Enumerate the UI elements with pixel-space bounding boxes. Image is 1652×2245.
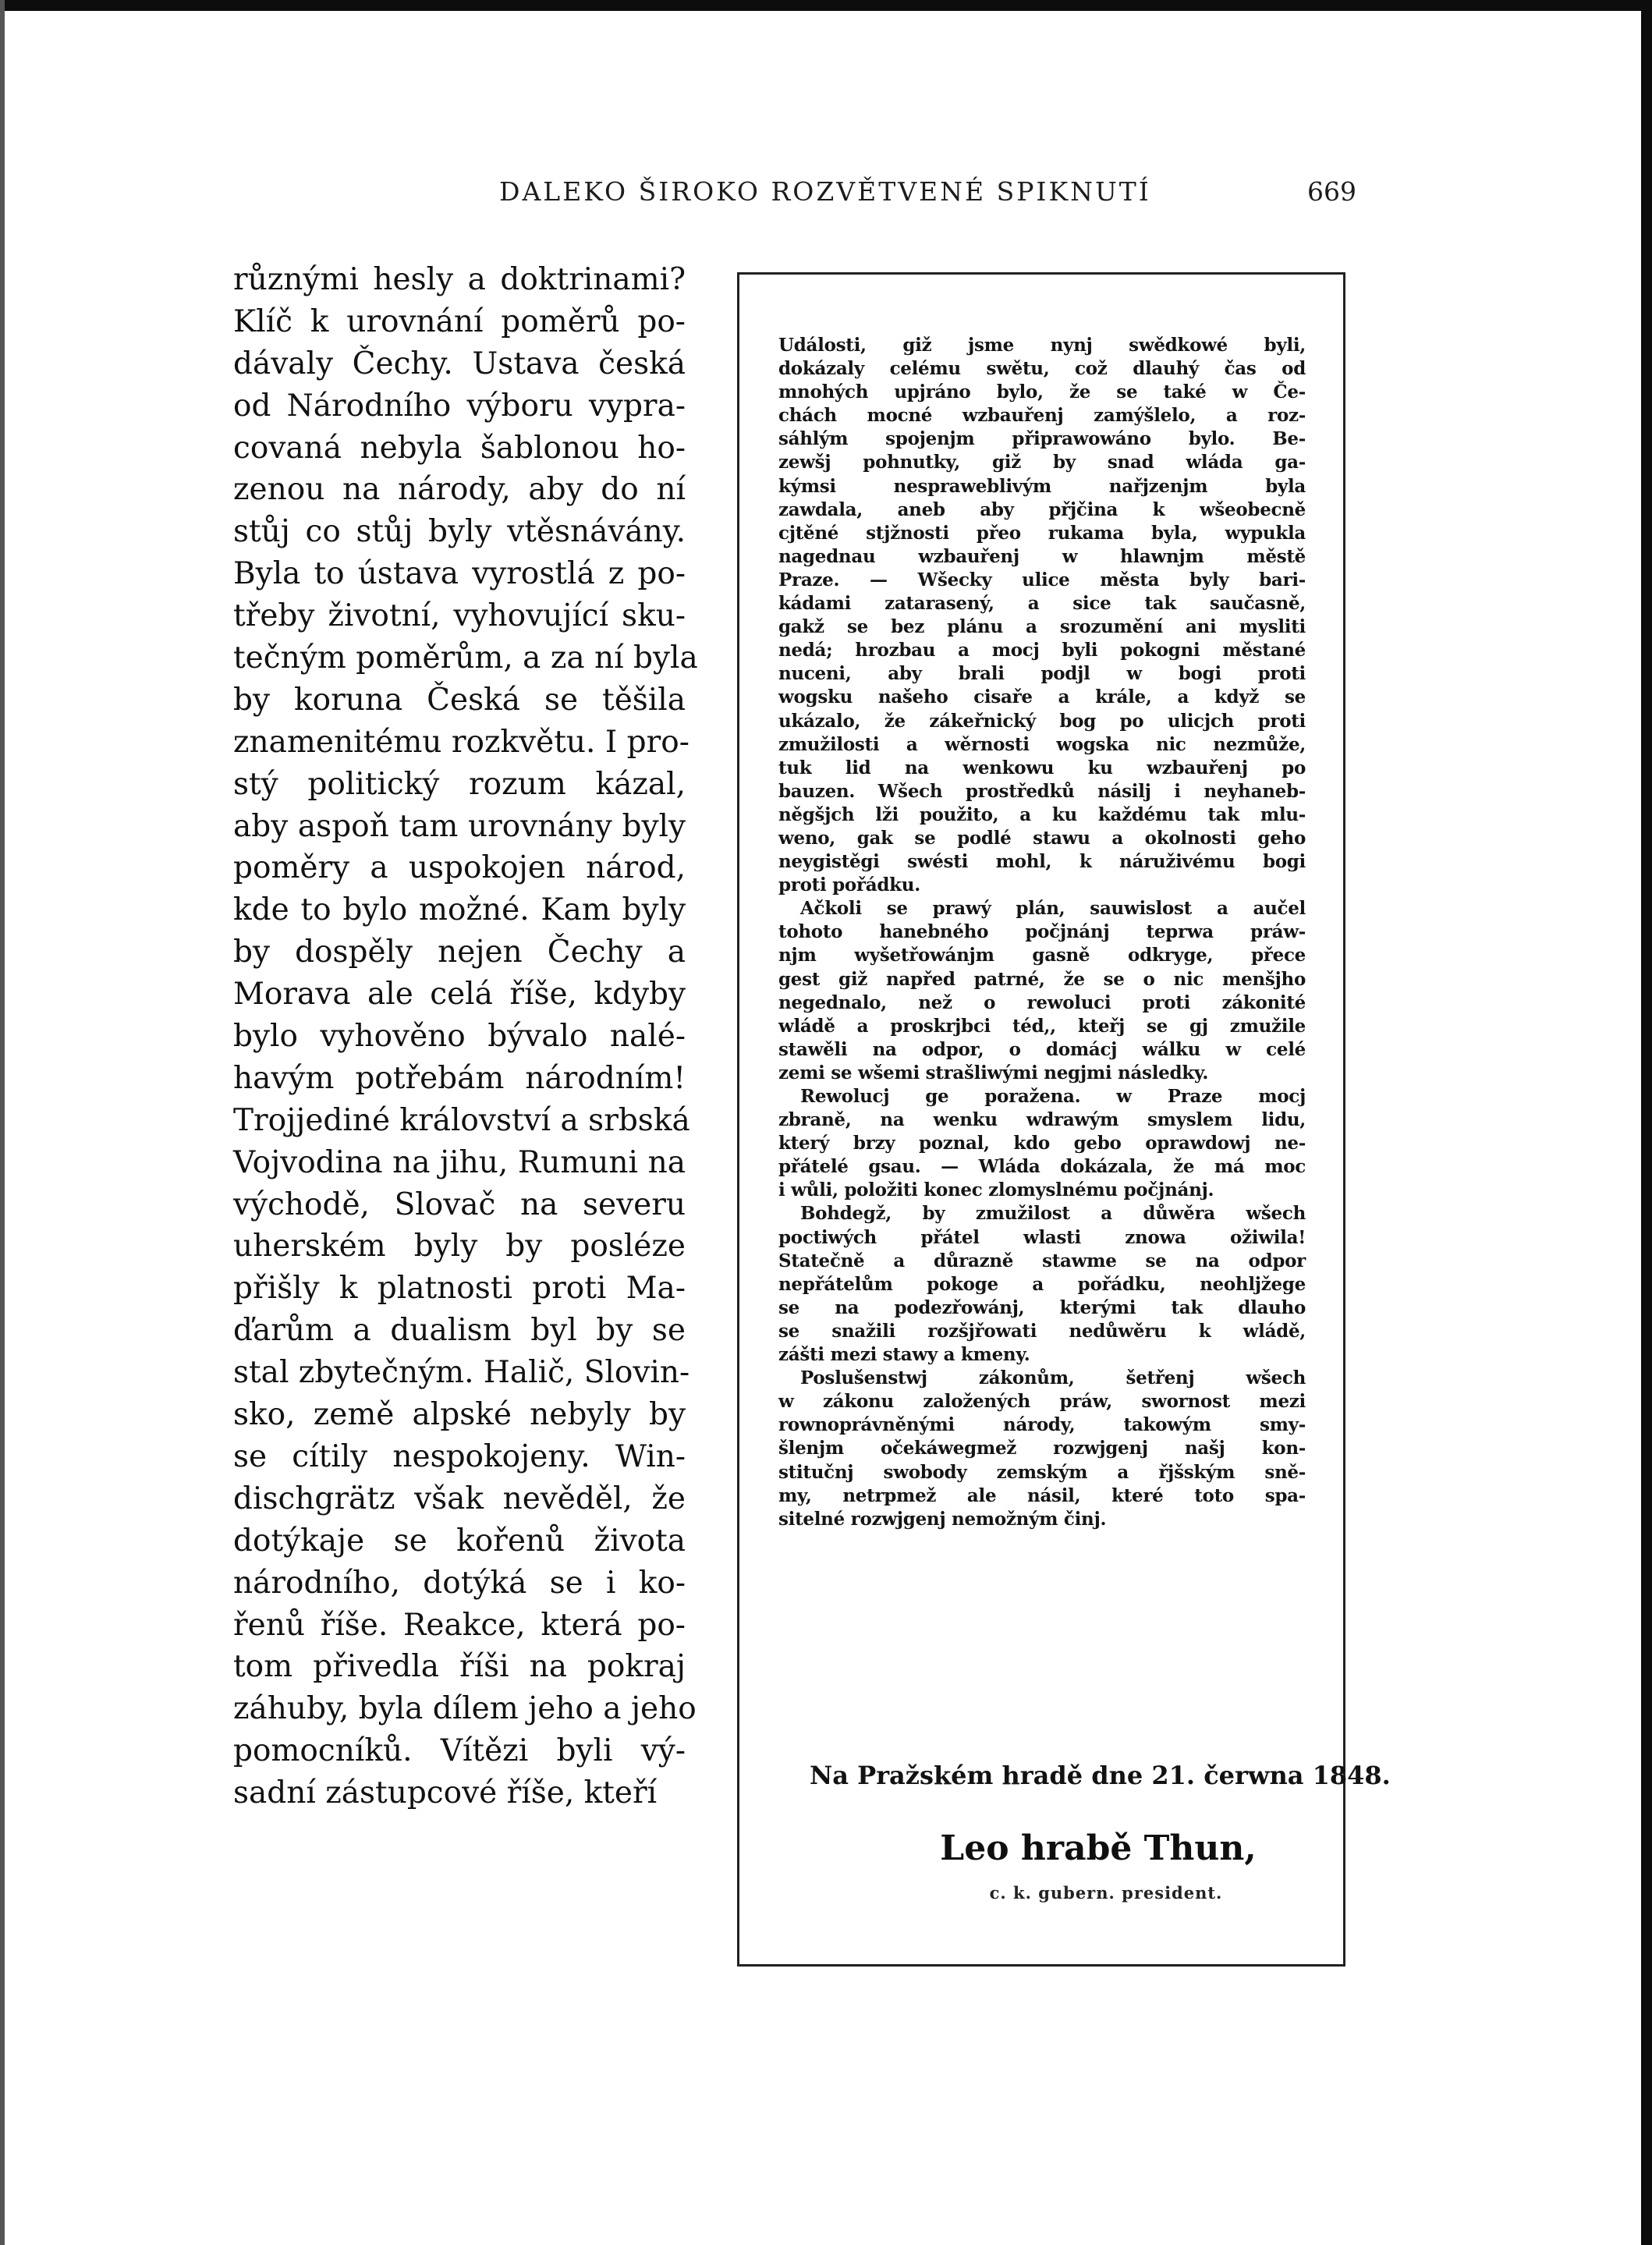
proclamation-box xyxy=(737,272,1391,1967)
proclamation-line: Události, giž jsme nynj swědkowé byli, xyxy=(778,335,1306,356)
proclamation-line: zmužilosti a wěrnosti wogska nic nezmůže, xyxy=(778,733,1306,755)
body-line: východě, Slovač na severu xyxy=(233,1186,686,1222)
body-line: tečným poměrům, a za ní byla xyxy=(233,640,698,676)
proclamation-line: kádami zatarasený, a sice tak saučasně, xyxy=(778,593,1306,615)
body-line: sadní zástupcové říše, kteří xyxy=(233,1775,658,1811)
proclamation-line: přátelé gsau. — Wláda dokázala, že má moc xyxy=(778,1156,1306,1178)
proclamation-line: zášti mezi stawy a kmeny. xyxy=(778,1344,1030,1366)
proclamation-line: ukázalo, že zákeřnický bog po ulicjch proti xyxy=(778,710,1306,732)
proclamation-line: gest giž napřed patrné, že se o nic menšjho xyxy=(778,968,1306,990)
body-line: třeby životní, vyhovující sku- xyxy=(233,598,686,634)
proclamation-line: něgšjch lži použito, a ku každému tak mlu- xyxy=(778,803,1306,825)
proclamation-line: sáhlým spojenjm připrawowáno bylo. Be- xyxy=(778,428,1306,450)
proclamation-line: kýmsi nespraweblivým nařjzenjm byla xyxy=(778,475,1306,497)
body-line: záhuby, byla dílem jeho a jeho xyxy=(233,1691,697,1727)
body-line: se cítily nespokojeny. Win- xyxy=(233,1438,686,1474)
proclamation-line: stitučnj swobody zemským a řjšským sně- xyxy=(778,1461,1306,1483)
proclamation-line: proti pořádku. xyxy=(778,874,920,896)
proclamation-line: my, netrpmež ale násil, které toto spa- xyxy=(778,1484,1306,1506)
body-line: havým potřebám národním! xyxy=(233,1060,686,1096)
proclamation-line: w zákonu založených práw, swornost mezi xyxy=(778,1391,1306,1413)
proclamation-line: rownoprávněnými národy, takowým smy- xyxy=(778,1414,1306,1436)
proclamation-line: tohoto hanebného počjnánj teprwa práw- xyxy=(778,921,1306,943)
page-number: 669 xyxy=(1307,176,1356,207)
proclamation-line: neygistěgi swésti mohl, k náruživému bogi xyxy=(778,851,1306,873)
proclamation-line: šlenjm očekáwegmež rozwjgenj našj kon- xyxy=(778,1438,1306,1459)
proclamation-line: zbraně, na wenku wdrawým smyslem lidu, xyxy=(778,1109,1306,1131)
body-line: ďarům a dualism byl by se xyxy=(233,1313,686,1349)
proclamation-line: zewšj pohnutky, giž by snad wláda ga- xyxy=(778,452,1306,473)
body-line: stal zbytečným. Halič, Slovin- xyxy=(233,1355,690,1391)
running-header: DALEKO ŠIROKO ROZVĚTVENÉ SPIKNUTÍ xyxy=(499,176,1151,207)
proclamation-line: mnohých upjráno bylo, že se také w Če- xyxy=(778,381,1306,403)
body-line: poměry a uspokojen národ, xyxy=(233,850,686,886)
body-line: sko, země alpské nebyly by xyxy=(233,1397,686,1433)
proclamation-line: se snažili rozšjřowati nedůwěru k wládě, xyxy=(778,1320,1306,1342)
body-line: uherském byly by posléze xyxy=(233,1229,686,1264)
proclamation-line: který brzy poznal, kdo gebo oprawdowj ne- xyxy=(778,1133,1306,1154)
scan-edge-right xyxy=(1641,0,1652,2245)
body-line: od Národního výboru vypra- xyxy=(233,388,686,424)
body-line: národního, dotýká se i ko- xyxy=(233,1565,686,1601)
body-line: Trojjediné království a srbská xyxy=(233,1102,690,1138)
body-line: kde to bylo možné. Kam byly xyxy=(233,892,686,928)
proclamation-line: zemi se wšemi strašliwými negjmi následky. xyxy=(778,1062,1209,1083)
body-line: Klíč k urovnání poměrů po- xyxy=(233,303,686,339)
body-line: pomocníků. Vítězi byli vý- xyxy=(233,1733,686,1769)
body-line: aby aspoň tam urovnány byly xyxy=(233,808,686,844)
proclamation-line: wládě a proskrjbci téd,, kteřj se gj zmužile xyxy=(778,1015,1306,1037)
body-line: dotýkaje se kořenů života xyxy=(233,1523,686,1559)
proclamation-line: Bohdegž, by zmužilost a důwěra wšech xyxy=(800,1203,1306,1225)
body-line: dávaly Čechy. Ustava česká xyxy=(233,346,686,381)
body-line: by koruna Česká se těšila xyxy=(233,682,686,718)
proclamation-signature: Leo hrabě Thun, xyxy=(940,1828,1257,1868)
proclamation-line: gakž se bez plánu a srozumění ani mysliti xyxy=(778,616,1306,638)
proclamation-line: cjtěné stjžnosti přeo rukama byla, wypukla xyxy=(778,522,1306,544)
proclamation-line: Poslušenstwj zákonům, šetřenj wšech xyxy=(800,1367,1306,1389)
proclamation-line: sitelné rozwjgenj nemožným činj. xyxy=(778,1508,1107,1530)
body-line: by dospěly nejen Čechy a xyxy=(233,935,686,970)
proclamation-line: poctiwých přátel wlasti znowa ožiwila! xyxy=(778,1226,1306,1248)
proclamation-line: Praze. — Wšecky ulice města byly bari- xyxy=(778,569,1306,591)
scan-edge-top xyxy=(0,0,1652,11)
body-line: Byla to ústava vyrostlá z po- xyxy=(233,556,686,592)
proclamation-line: zawdala, aneb aby přjčina k wšeobecně xyxy=(778,498,1306,520)
scan-edge-left xyxy=(0,0,5,2245)
body-line: různými hesly a doktrinami? xyxy=(233,262,686,297)
body-line: Morava ale celá říše, kdyby xyxy=(233,977,686,1013)
proclamation-line: Ačkoli se prawý plán, sauwislost a aučel xyxy=(800,898,1306,920)
body-line: řenů říše. Reakce, která po- xyxy=(233,1607,686,1643)
proclamation-line: Rewolucj ge poražena. w Praze mocj xyxy=(800,1086,1306,1107)
proclamation-line: weno, gak se podlé stawu a okolnosti geho xyxy=(778,827,1306,849)
proclamation-line: tuk lid na wenkowu ku wzbauřenj po xyxy=(778,757,1306,778)
proclamation-line: dokázaly celému swětu, což dlauhý čas od xyxy=(778,358,1306,380)
body-line: stý politický rozum kázal, xyxy=(233,766,686,802)
proclamation-line: Statečně a důrazně stawme se na odpor xyxy=(778,1250,1306,1271)
signature-title: c. k. gubern. president. xyxy=(989,1883,1223,1903)
body-line: znamenitému rozkvětu. I pro- xyxy=(233,724,690,760)
proclamation-line: negednalo, než o rewoluci proti zákonité xyxy=(778,991,1306,1013)
proclamation-line: stawěli na odpor, o domácj wálku w celé xyxy=(778,1038,1306,1060)
body-line: přišly k platnosti proti Ma- xyxy=(233,1271,686,1307)
proclamation-line: nuceni, aby brali podjl w bogi proti xyxy=(778,663,1306,685)
proclamation-line: njm wyšetřowánjm gasně odkryge, přece xyxy=(778,945,1306,966)
body-line: tom přivedla říši na pokraj xyxy=(233,1649,686,1685)
proclamation-line: wogsku našeho cisaře a krále, a když se xyxy=(778,686,1306,708)
body-line: stůj co stůj byly vtěsnávány. xyxy=(233,514,686,550)
body-line: zenou na národy, aby do ní xyxy=(233,472,686,508)
proclamation-line: se na podezřowánj, kterými tak dlauho xyxy=(778,1296,1306,1318)
body-line: Vojvodina na jihu, Rumuni na xyxy=(233,1144,686,1180)
proclamation-line: i wůli, položiti konec zlomyslnému počjnánj. xyxy=(778,1179,1214,1201)
body-line: covaná nebyla šablonou ho- xyxy=(233,430,686,466)
proclamation-line: chách mocné wzbauřenj zamýšlelo, a roz- xyxy=(778,405,1306,427)
proclamation-text xyxy=(778,334,1306,1531)
proclamation-line: nagednau wzbauřenj w hlawnjm městě xyxy=(778,545,1306,567)
proclamation-line: nepřátelům pokoge a pořádku, neohljžege xyxy=(778,1273,1306,1295)
body-line: dischgrätz však nevěděl, že xyxy=(233,1481,686,1516)
body-text-column xyxy=(233,259,698,1814)
proclamation-line: nedá; hrozbau a mocj byli pokogni městané xyxy=(778,640,1306,661)
proclamation-line: bauzen. Wšech prostředků násilj i neyhaneb- xyxy=(778,780,1306,802)
body-line: bylo vyhověno bývalo nalé- xyxy=(233,1019,686,1055)
proclamation-dateline: Na Pražském hradě dne 21. čerwna 1848. xyxy=(810,1761,1391,1790)
